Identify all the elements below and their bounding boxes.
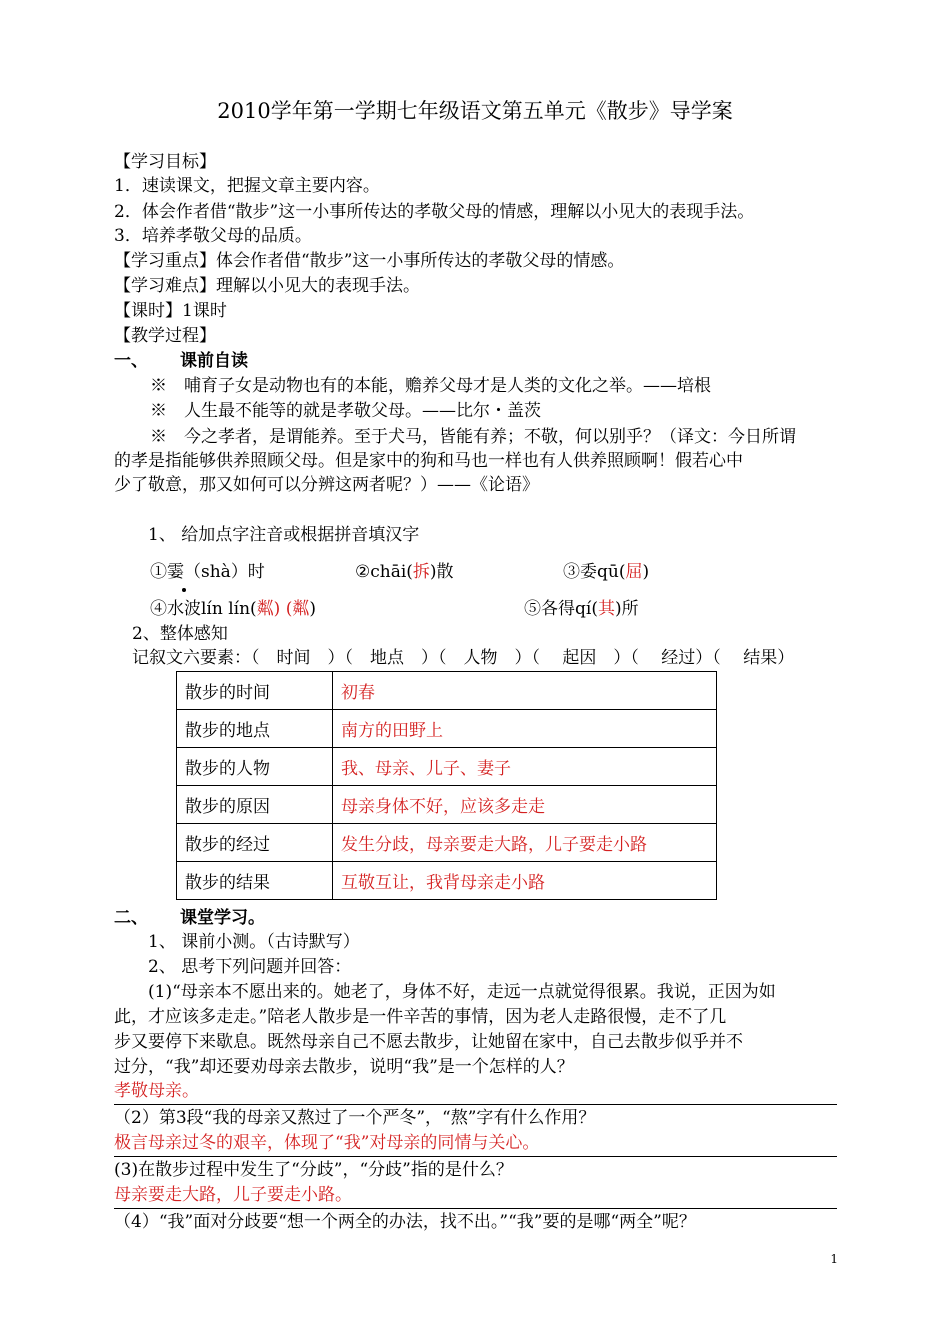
table-row bbox=[177, 824, 717, 862]
section1-title: 课前自读 bbox=[180, 351, 248, 371]
table-row bbox=[177, 862, 717, 900]
quote-lunyu-line: ※ 今之孝者，是谓能养。至于犬马，皆能有养；不敬，何以别乎？（译文：今日所谓 bbox=[150, 427, 796, 447]
table-label: 散步的人物 bbox=[177, 748, 333, 786]
question-3: (3)在散步过程中发生了“分歧”，“分歧”指的是什么？ bbox=[114, 1160, 513, 1180]
table-row bbox=[177, 672, 717, 710]
walk-elements-table bbox=[176, 671, 717, 900]
table-value: 我、母亲、儿子、妻子 bbox=[333, 748, 717, 786]
process-heading: 【教学过程】 bbox=[114, 326, 216, 346]
quote-lunyu-line: 少了敬意，那又如何可以分辨这两者呢？）——《论语》 bbox=[114, 475, 539, 495]
pinyin-item-5: ⑤各得qí(其)所 bbox=[524, 599, 639, 619]
objective-item: 3．培养孝敬父母的品质。 bbox=[114, 226, 312, 246]
exercise-2-title: 2、整体感知 bbox=[132, 624, 228, 644]
table-label: 散步的结果 bbox=[177, 862, 333, 900]
answer-2: 极言母亲过冬的艰辛，体现了“我”对母亲的同情与关心。 bbox=[114, 1133, 540, 1153]
table-value: 母亲身体不好，应该多走走 bbox=[333, 786, 717, 824]
question-1-line: 步又要停下来歇息。既然母亲自己不愿去散步，让她留在家中，自己去散步似乎并不 bbox=[114, 1032, 743, 1052]
divider-line bbox=[114, 1104, 837, 1105]
question-4: （4）“我”面对分歧要“想一个两全的办法，找不出。”“我”要的是哪“两全”呢？ bbox=[114, 1212, 696, 1232]
table-row bbox=[177, 786, 717, 824]
table-value: 发生分歧，母亲要走大路，儿子要走小路 bbox=[333, 824, 717, 862]
section2-title: 课堂学习。 bbox=[180, 908, 265, 928]
answer-1: 孝敬母亲。 bbox=[114, 1081, 199, 1101]
divider-line bbox=[114, 1208, 837, 1209]
objective-item: 1．速读课文，把握文章主要内容。 bbox=[114, 176, 380, 196]
table-row bbox=[177, 748, 717, 786]
answer-3: 母亲要走大路，儿子要走小路。 bbox=[114, 1185, 352, 1205]
objective-item: 2．体会作者借“散步”这一小事所传达的孝敬父母的情感，理解以小见大的表现手法。 bbox=[114, 202, 755, 222]
table-label: 散步的地点 bbox=[177, 710, 333, 748]
pinyin-item-2: ②chāi(拆)散 bbox=[355, 562, 454, 582]
section2-item-2: 2、 思考下列问题并回答： bbox=[148, 957, 352, 977]
objectives-heading: 【学习目标】 bbox=[114, 152, 216, 172]
pinyin-item-3: ③委qū(屈) bbox=[563, 562, 650, 582]
question-2: （2）第3段“我的母亲又熬过了一个严冬”，“熬”字有什么作用？ bbox=[114, 1108, 596, 1128]
class-period: 【课时】1课时 bbox=[114, 301, 227, 321]
exercise-1-title: 1、 给加点字注音或根据拼音填汉字 bbox=[148, 525, 420, 545]
table-value: 初春 bbox=[333, 672, 717, 710]
key-point: 【学习重点】体会作者借“散步”这一小事所传达的孝敬父母的情感。 bbox=[114, 251, 625, 271]
question-1-line: 过分，“我”却还要劝母亲去散步，说明“我”是一个怎样的人？ bbox=[114, 1057, 574, 1077]
difficulty: 【学习难点】理解以小见大的表现手法。 bbox=[114, 276, 420, 296]
pinyin-item-1: ①霎（shà）时 bbox=[150, 562, 265, 582]
table-label: 散步的经过 bbox=[177, 824, 333, 862]
question-1-line: (1)“母亲本不愿出来的。她老了，身体不好，走远一点就觉得很累。我说，正因为如 bbox=[148, 982, 776, 1002]
section1-number: 一、 bbox=[114, 351, 148, 371]
document-title: 2010学年第一学期七年级语文第五单元《散步》导学案 bbox=[217, 99, 733, 123]
table-row bbox=[177, 710, 717, 748]
table-label: 散步的原因 bbox=[177, 786, 333, 824]
table-value: 南方的田野上 bbox=[333, 710, 717, 748]
quote-gates: ※ 人生最不能等的就是孝敬父母。——比尔・盖茨 bbox=[150, 401, 541, 421]
question-1-line: 此，才应该多走走。”陪老人散步是一件辛苦的事情，因为老人走路很慢，走不了几 bbox=[114, 1007, 727, 1027]
table-label: 散步的时间 bbox=[177, 672, 333, 710]
page-number: 1 bbox=[830, 1252, 838, 1266]
section2-item-1: 1、 课前小测。（古诗默写） bbox=[148, 932, 360, 952]
quote-lunyu-line: 的孝是指能够供养照顾父母。但是家中的狗和马也一样也有人供养照顾啊！假若心中 bbox=[114, 451, 743, 471]
divider-line bbox=[114, 1156, 837, 1157]
emphasis-dot bbox=[182, 588, 186, 592]
table-value: 互敬互让，我背母亲走小路 bbox=[333, 862, 717, 900]
pinyin-item-4: ④水波lín lín(粼) (粼) bbox=[150, 599, 316, 619]
section2-number: 二、 bbox=[114, 908, 148, 928]
six-elements: 记叙文六要素：（ 时间 ）（ 地点 ）（ 人物 ）（ 起因 ）（ 经过）（ 结果） bbox=[132, 648, 795, 668]
quote-bacon: ※ 哺育子女是动物也有的本能，赡养父母才是人类的文化之举。——培根 bbox=[150, 376, 711, 396]
